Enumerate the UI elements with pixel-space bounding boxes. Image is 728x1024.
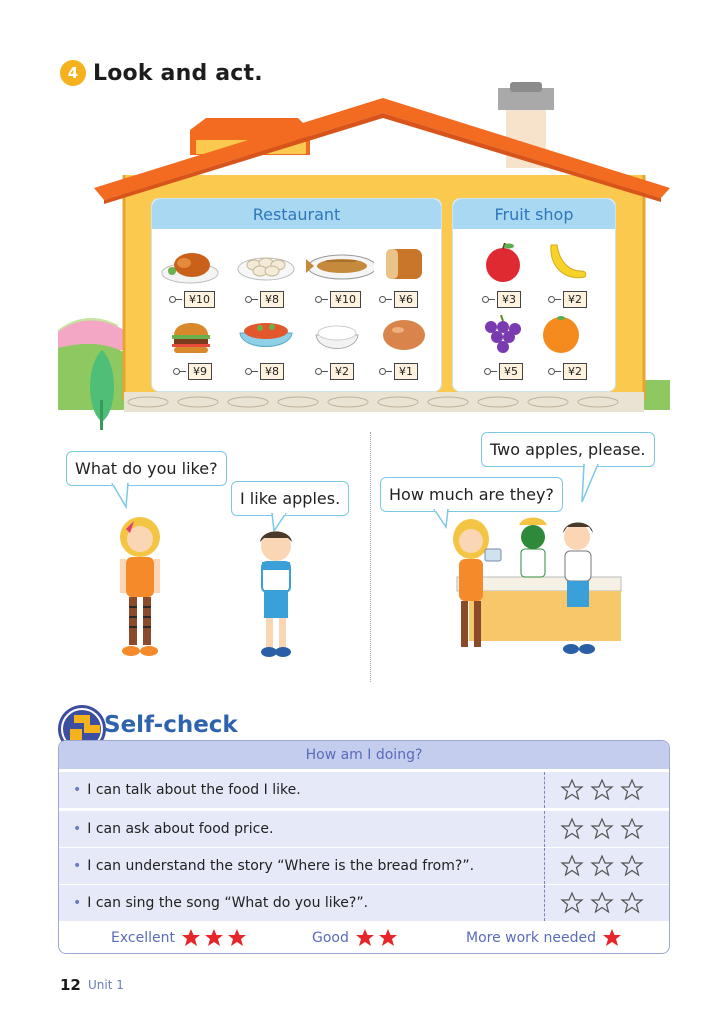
star-rating[interactable] <box>544 811 670 847</box>
star-outline-icon <box>622 780 642 799</box>
self-check-row: • I can understand the story “Where is the bread from?”. <box>59 848 669 884</box>
star-rating[interactable] <box>544 885 670 921</box>
self-check-statement: I can ask about food price. <box>87 821 274 837</box>
noodles-icon <box>234 315 304 365</box>
price-label: ¥9 <box>188 363 212 380</box>
food-item <box>234 243 304 313</box>
food-item <box>234 315 304 385</box>
food-item <box>368 243 438 313</box>
star-filled-icon <box>205 929 223 946</box>
fruit-item <box>473 315 543 385</box>
fruit-item <box>471 243 541 313</box>
food-item <box>158 243 228 313</box>
legend-more-work <box>466 923 624 953</box>
self-check-row: • I can sing the song “What do you like?”. <box>59 885 669 921</box>
star-outline-icon <box>592 819 612 838</box>
price-label: ¥8 <box>260 291 284 308</box>
fruit-shop-panel <box>452 198 616 392</box>
star-rating[interactable] <box>544 772 670 808</box>
price-label: ¥10 <box>330 291 361 308</box>
bread-icon <box>368 243 438 293</box>
girl-character <box>112 515 168 660</box>
fish-icon <box>304 243 374 293</box>
self-check-statement: I can sing the song “What do you like?”. <box>87 895 369 911</box>
roast-chicken-icon <box>158 243 228 293</box>
price-label: ¥2 <box>330 363 354 380</box>
speech-bubble-girl-right: How much are they? <box>380 477 563 512</box>
legend-excellent-label: Excellent <box>111 930 175 946</box>
dumplings-icon <box>234 243 304 293</box>
self-check-statement: I can talk about the food I like. <box>87 782 301 798</box>
star-outline-icon <box>622 856 642 875</box>
rating-legend <box>59 923 669 953</box>
price-label: ¥2 <box>563 291 587 308</box>
hamburger-icon <box>162 315 232 365</box>
legend-excellent <box>111 923 251 953</box>
star-outline-icon <box>622 893 642 912</box>
food-item <box>368 315 438 385</box>
star-filled-icon <box>356 929 374 946</box>
shop-scene-characters <box>445 515 625 660</box>
exercise-number-badge: 4 <box>60 60 86 86</box>
price-label: ¥5 <box>499 363 523 380</box>
price-label: ¥3 <box>497 291 521 308</box>
speech-bubble-boy: I like apples. <box>231 481 349 516</box>
fruit-shop-header: Fruit shop <box>453 199 615 229</box>
star-outline-icon <box>562 856 582 875</box>
scene-divider <box>370 432 371 682</box>
star-outline-icon <box>592 893 612 912</box>
rice-icon <box>304 315 374 365</box>
orange-icon <box>537 315 607 365</box>
legend-good <box>312 923 401 953</box>
bubble-tail <box>110 483 130 509</box>
self-check-statement: I can understand the story “Where is the bread from?”. <box>87 858 475 874</box>
food-item <box>304 315 374 385</box>
bubble-tail <box>578 464 600 504</box>
exercise-title: Look and act. <box>93 60 263 86</box>
food-item <box>304 243 374 313</box>
self-check-row: • I can ask about food price. <box>59 811 669 847</box>
star-rating[interactable] <box>544 848 670 884</box>
star-filled-icon <box>379 929 397 946</box>
star-filled-icon <box>182 929 200 946</box>
price-label: ¥10 <box>184 291 215 308</box>
speech-bubble-girl: What do you like? <box>66 451 227 486</box>
legend-good-label: Good <box>312 930 349 946</box>
apple-icon <box>471 243 541 293</box>
price-label: ¥1 <box>394 363 418 380</box>
grapes-icon <box>473 315 543 365</box>
star-outline-icon <box>622 819 642 838</box>
fruit-item <box>537 315 607 385</box>
egg-icon <box>368 315 438 365</box>
star-outline-icon <box>562 780 582 799</box>
self-check-row: • I can talk about the food I like. <box>59 772 669 808</box>
restaurant-panel <box>151 198 442 392</box>
page-number: 12 <box>60 976 81 994</box>
self-check-header: How am I doing? <box>59 741 669 769</box>
star-outline-icon <box>562 893 582 912</box>
star-filled-icon <box>228 929 246 946</box>
price-label: ¥6 <box>394 291 418 308</box>
star-outline-icon <box>592 780 612 799</box>
star-outline-icon <box>562 819 582 838</box>
legend-more-work-label: More work needed <box>466 930 596 946</box>
banana-icon <box>537 243 607 293</box>
speech-bubble-boy-right: Two apples, please. <box>481 432 655 467</box>
self-check-table <box>58 740 670 954</box>
star-outline-icon <box>592 856 612 875</box>
fruit-item <box>537 243 607 313</box>
food-item <box>162 315 232 385</box>
self-check-title: Self-check <box>104 712 238 738</box>
paving <box>124 392 644 412</box>
restaurant-header: Restaurant <box>152 199 441 229</box>
star-filled-icon <box>603 929 621 946</box>
price-label: ¥2 <box>563 363 587 380</box>
price-label: ¥8 <box>260 363 284 380</box>
unit-label: Unit 1 <box>88 978 124 992</box>
boy-character <box>248 528 304 660</box>
